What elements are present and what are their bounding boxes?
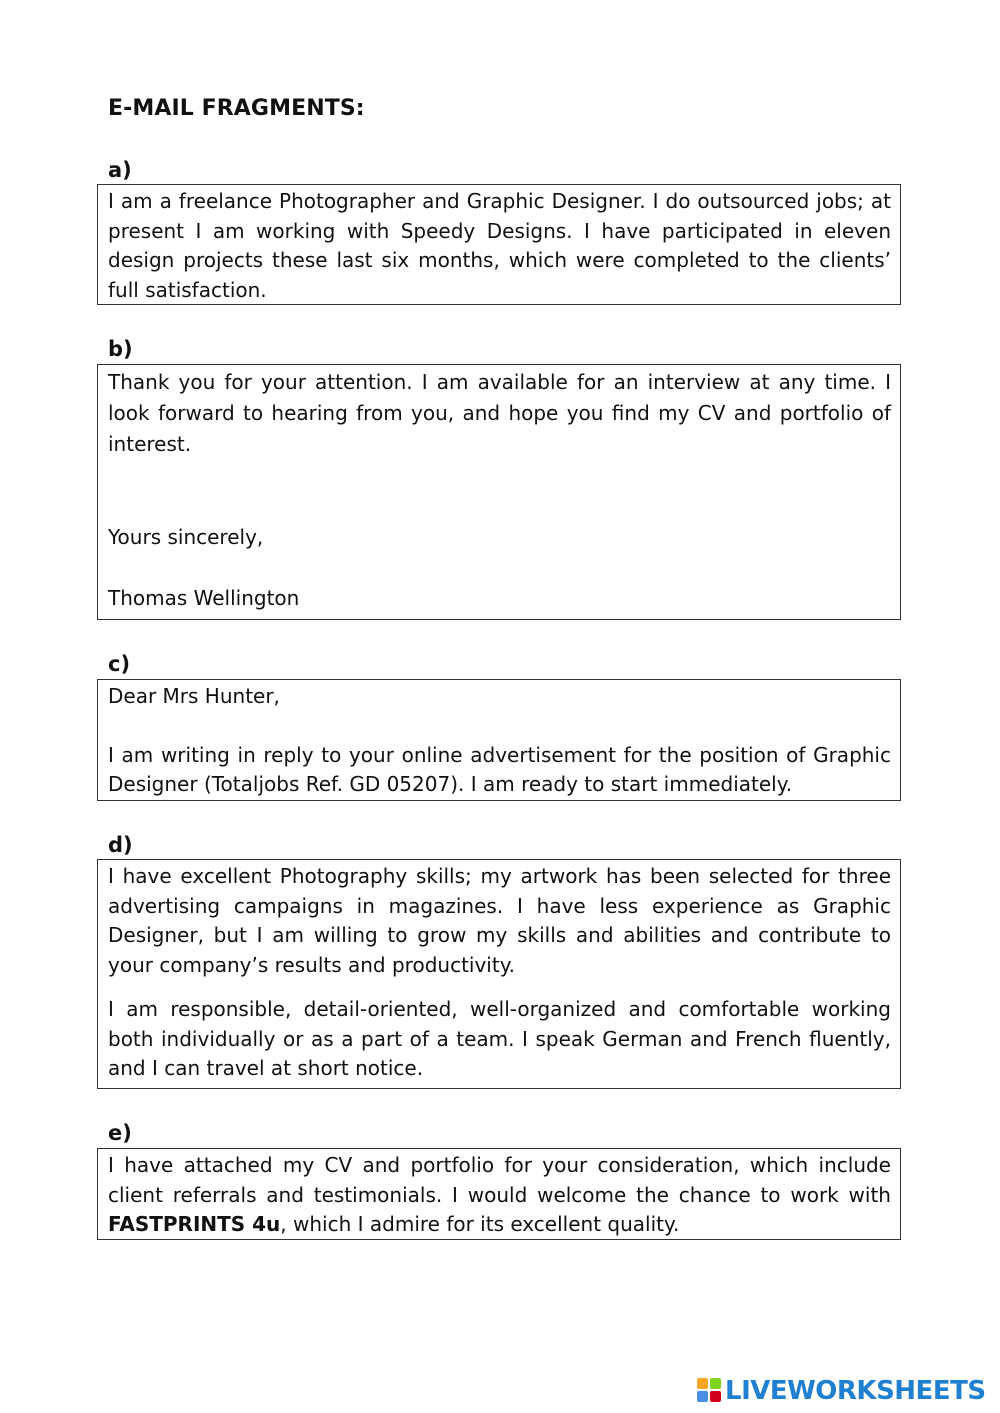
fragment-box-b (97, 364, 901, 620)
company-name: FASTPRINTS 4u (108, 1212, 281, 1236)
fragment-label-e: e) (108, 1121, 132, 1145)
fragment-label-b: b) (108, 337, 133, 361)
fragment-label-a: a) (108, 158, 132, 182)
fragment-b-closing: Yours sincerely, (108, 525, 264, 549)
fragment-e-text-after: , which I admire for its excellent quality. (280, 1212, 680, 1236)
page-title: E-MAIL FRAGMENTS: (108, 96, 365, 121)
fragment-b-text: Thank you for your attention. I am available for an interview at any time. I look forward to hearing from you, and hope you find my CV and portfolio of interest. (108, 370, 891, 456)
fragment-e-text (108, 1151, 891, 1240)
fragment-c-greeting: Dear Mrs Hunter, (108, 684, 280, 708)
fragment-box-a (97, 184, 901, 305)
fragment-b-signature: Thomas Wellington (108, 586, 300, 610)
fragment-box-c (97, 679, 901, 801)
fragment-a-text: I am a freelance Photographer and Graphic Designer. I do outsourced jobs; at present I am working with Speedy Designs. I have participated in eleven design projects these last six months, which were completed to the clients’ full satisfaction. (108, 189, 891, 302)
liveworksheets-logo (697, 1376, 986, 1406)
liveworksheets-logo-text: LIVEWORKSHEETS (725, 1376, 986, 1406)
fragment-d-text-2: I am responsible, detail-oriented, well-organized and comfortable working both individually or as a part of a team. I speak German and French fluently, and I can travel at short notice. (108, 997, 891, 1080)
fragment-box-d (97, 859, 901, 1089)
liveworksheets-logo-icon (697, 1378, 723, 1404)
fragment-c-text: I am writing in reply to your online advertisement for the position of Graphic Designer (Totaljobs Ref. GD 05207). I am ready to start immediately. (108, 742, 891, 796)
fragment-label-c: c) (108, 652, 131, 676)
fragment-d-text-1: I have excellent Photography skills; my artwork has been selected for three advertising campaigns in magazines. I have less experience as Graphic Designer, but I am willing to grow my skills and abilities and contribute to your company’s results and productivity. (108, 864, 891, 977)
fragment-label-d: d) (108, 833, 133, 857)
fragment-e-text-before: I have attached my CV and portfolio for your consideration, which include client referrals and testimonials. I would welcome the chance to work with (108, 1153, 891, 1207)
fragment-box-e (97, 1148, 901, 1240)
